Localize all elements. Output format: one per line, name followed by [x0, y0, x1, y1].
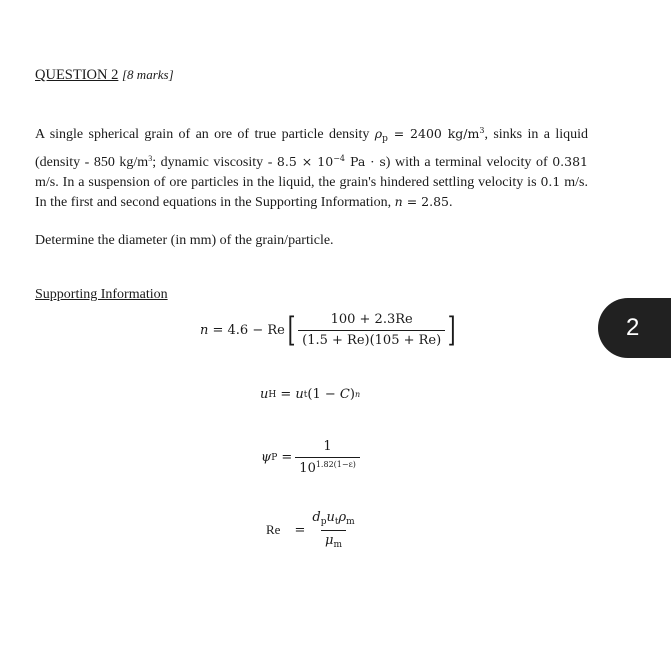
eq3-psi: ψ [261, 450, 272, 465]
equation-richardson-zaki-index [200, 312, 458, 348]
equation-hindered-velocity [260, 387, 360, 402]
eq1-numerator: 100 + 2.3Re [330, 312, 413, 327]
rho-subscript: p [382, 134, 388, 144]
eq4-denominator [321, 530, 346, 550]
eq1-denominator: (1.5 + Re)(105 + Re) [298, 330, 445, 348]
para-text-7: . [448, 195, 453, 210]
para-text-4: ) with a terminal velocity of [385, 155, 553, 170]
eq2-close-paren: ) [349, 387, 355, 402]
eq2-ut-subscript: t [303, 389, 308, 400]
eq2-ut: u [295, 387, 304, 402]
para-text-1: A single spherical grain of an ore of true particle density [35, 127, 375, 142]
equation-psi [261, 439, 363, 476]
viscosity-value: 8.5 × 10 [276, 154, 334, 169]
eq4-d: d [312, 510, 321, 525]
eq4-numerator [308, 510, 358, 530]
equation-reynolds [266, 510, 362, 550]
eq1-left-bracket: [ [287, 310, 296, 350]
eq2-u: u [260, 387, 269, 402]
supporting-info-heading: Supporting Information [35, 287, 168, 302]
eq3-denominator-exponent: 1.82(1−ε) [315, 460, 356, 469]
eq2-exponent: n [354, 390, 361, 399]
eq1-right-bracket: ] [447, 310, 456, 350]
density-expression [374, 126, 485, 144]
density-exponent: 3 [479, 126, 485, 135]
viscosity-unit: Pa · s [345, 154, 386, 169]
eq2-rest: (1 − [307, 387, 340, 402]
question-heading [35, 67, 174, 84]
page-number-tab[interactable]: 2 [598, 298, 671, 358]
n-expression [395, 194, 449, 209]
eq3-numerator: 1 [323, 439, 332, 454]
question-paragraph [35, 121, 588, 212]
eq4-fraction [308, 510, 358, 550]
eq4-rho: ρ [338, 510, 347, 525]
eq4-rho-subscript: m [346, 517, 355, 527]
eq2-equals: = [276, 387, 296, 402]
terminal-velocity-value: 0.381 [552, 154, 588, 169]
eq4-lhs: Re [266, 522, 281, 537]
eq2-u-subscript: H [268, 389, 277, 400]
eq2-concentration: C [339, 387, 350, 402]
eq1-middle: = 4.6 − Re [208, 322, 285, 338]
para-text-6: m/s. In the first and second equations in the Supporting Information, [35, 175, 588, 210]
viscosity-exponent: −4 [333, 154, 345, 163]
liquid-density-exponent: 3 [148, 154, 153, 163]
rho-symbol: ρ [374, 126, 383, 141]
eq4-mu: μ [325, 533, 334, 548]
eq3-psi-subscript: P [271, 452, 278, 463]
eq3-equals: = [277, 450, 293, 465]
question-marks: [8 marks] [122, 67, 174, 82]
para-text-3: ; dynamic viscosity - [152, 155, 277, 170]
eq4-mu-subscript: m [333, 540, 342, 550]
n-variable: n [394, 194, 403, 209]
eq4-u: u [326, 510, 335, 525]
density-value: = 2400 kg/m [387, 126, 480, 141]
question-prompt: Determine the diameter (in mm) of the grain/particle. [35, 233, 334, 248]
hindered-velocity-value: 0.1 [540, 174, 561, 189]
eq4-equals: = [294, 522, 306, 538]
eq1-lhs: n [200, 322, 209, 338]
para-text-5: m/s. In a suspension of ore particles in the liquid, the grain's hindered settling velocity is [35, 175, 541, 190]
eq3-denominator [295, 457, 360, 476]
eq3-denominator-base: 10 [299, 461, 316, 476]
para-text-2: , sinks in a liquid (density - 850 kg/m [35, 127, 588, 170]
eq4-d-subscript: p [320, 517, 327, 527]
question-title: QUESTION 2 [35, 67, 119, 83]
n-value: = 2.85 [402, 194, 449, 209]
eq1-fraction [298, 312, 445, 348]
viscosity-expression [277, 154, 386, 169]
eq4-u-subscript: t [334, 517, 339, 527]
eq3-fraction [295, 439, 360, 476]
